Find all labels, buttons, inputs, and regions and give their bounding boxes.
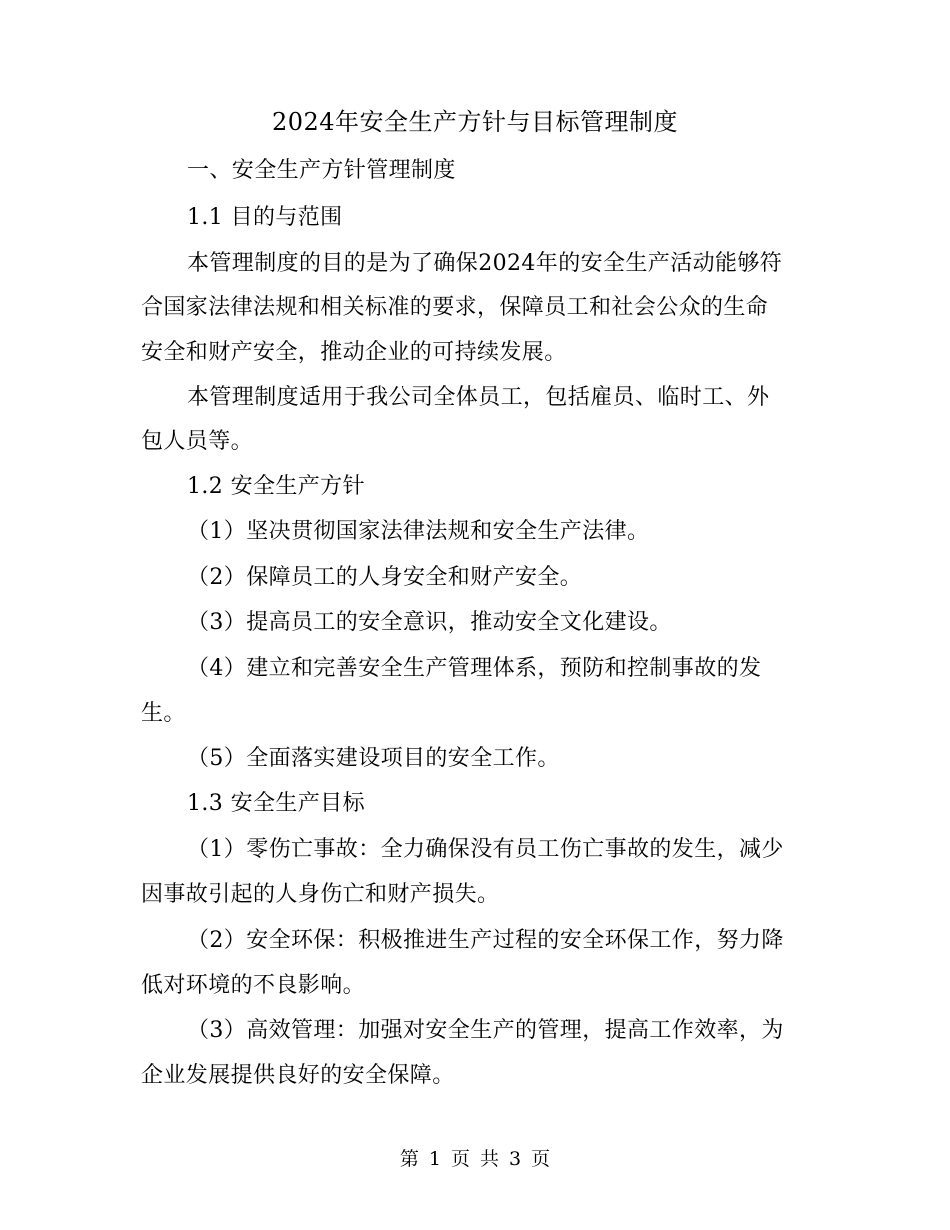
list-item: （2）保障员工的人身安全和财产安全。 [187,565,583,590]
page-footer: 第 1 页 共 3 页 [399,1148,551,1170]
paragraph-line: 安全和财产安全，推动企业的可持续发展。 [141,340,567,365]
paragraph-line: 合国家法律法规和相关标准的要求，保障员工和社会公众的生命 [141,295,769,320]
list-item: （2）安全环保：积极推进生产过程的安全环保工作，努力降 [187,928,784,953]
subsection-heading: 1.1 目的与范围 [187,205,343,230]
list-item: （3）高效管理：加强对安全生产的管理，提高工作效率，为 [187,1018,784,1043]
paragraph-line: 本管理制度适用于我公司全体员工，包括雇员、临时工、外 [187,385,770,410]
list-item-continuation: 因事故引起的人身伤亡和财产损失。 [141,882,500,907]
section-heading: 一、安全生产方针管理制度 [187,158,456,183]
list-item-continuation: 企业发展提供良好的安全保障。 [141,1063,455,1088]
list-item: （1）坚决贯彻国家法律法规和安全生产法律。 [187,519,650,544]
list-item-continuation: 低对环境的不良影响。 [141,973,366,998]
paragraph-line: 包人员等。 [141,429,254,454]
list-item: （5）全面落实建设项目的安全工作。 [187,746,560,771]
list-item: （4）建立和完善安全生产管理体系，预防和控制事故的发 [187,656,762,681]
subsection-heading: 1.3 安全生产目标 [187,791,365,816]
list-item: （1）零伤亡事故：全力确保没有员工伤亡事故的发生，减少 [187,837,784,862]
list-item-continuation: 生。 [141,701,186,726]
paragraph-line: 本管理制度的目的是为了确保2024年的安全生产活动能够符 [187,251,783,276]
list-item: （3）提高员工的安全意识，推动安全文化建设。 [187,610,672,635]
subsection-heading: 1.2 安全生产方针 [187,474,365,499]
document-title: 2024年安全生产方针与目标管理制度 [271,108,679,136]
